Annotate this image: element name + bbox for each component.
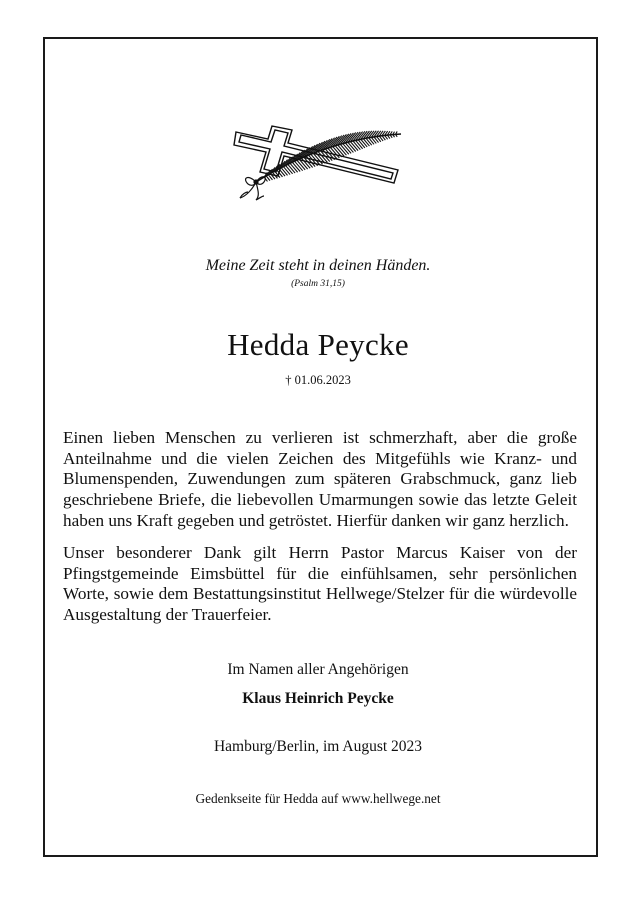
verse-reference: (Psalm 31,15)	[291, 279, 345, 289]
special-thanks-paragraph: Unser besonderer Dank gilt Herrn Pastor Marcus Kaiser von der Pfingstgemeinde Eimsbüttel für die einfühlsamen, sehr persönlichen Worte, sowie dem Bestattungsinstitut Hellwege/Stelzer für die würdevolle Ausgestaltung der Trauerfeier.	[63, 543, 577, 625]
palm-leaflet	[281, 168, 287, 176]
place-and-date: Hamburg/Berlin, im August 2023	[213, 738, 423, 755]
cross-with-palm-branch-icon	[226, 112, 410, 204]
signature-name: Klaus Heinrich Peycke	[242, 690, 394, 707]
bible-verse: Meine Zeit steht in deinen Händen.	[205, 257, 431, 274]
palm-leaflet	[366, 138, 372, 145]
palm-leaflet	[369, 138, 374, 145]
palm-leaflet	[283, 167, 290, 175]
thanks-paragraph: Einen lieben Menschen zu verlieren ist schmerzhaft, aber die große Anteilnahme und die vielen Zeichen des Mitgefühls wie Kranz- und Blumenspenden, Zuwendungen zum späteren Grabschmuck, ganz lieb geschriebene Briefe, die liebevollen Umarmungen sowie das letzte Geleit haben uns Kraft gegeben und getröstet. Hierfür danken wir ganz herzlich.	[63, 428, 577, 530]
palm-leaflet	[279, 169, 285, 176]
memorial-website-note: Gedenkseite für Hedda auf www.hellwege.net	[195, 791, 441, 806]
ribbon-bow-icon	[240, 177, 265, 200]
palm-leaflet	[361, 139, 367, 147]
deceased-name: Hedda Peycke	[227, 327, 409, 362]
signature-intro: Im Namen aller Angehörigen	[227, 661, 409, 678]
palm-leaflet	[363, 139, 369, 146]
death-date: † 01.06.2023	[285, 373, 351, 387]
